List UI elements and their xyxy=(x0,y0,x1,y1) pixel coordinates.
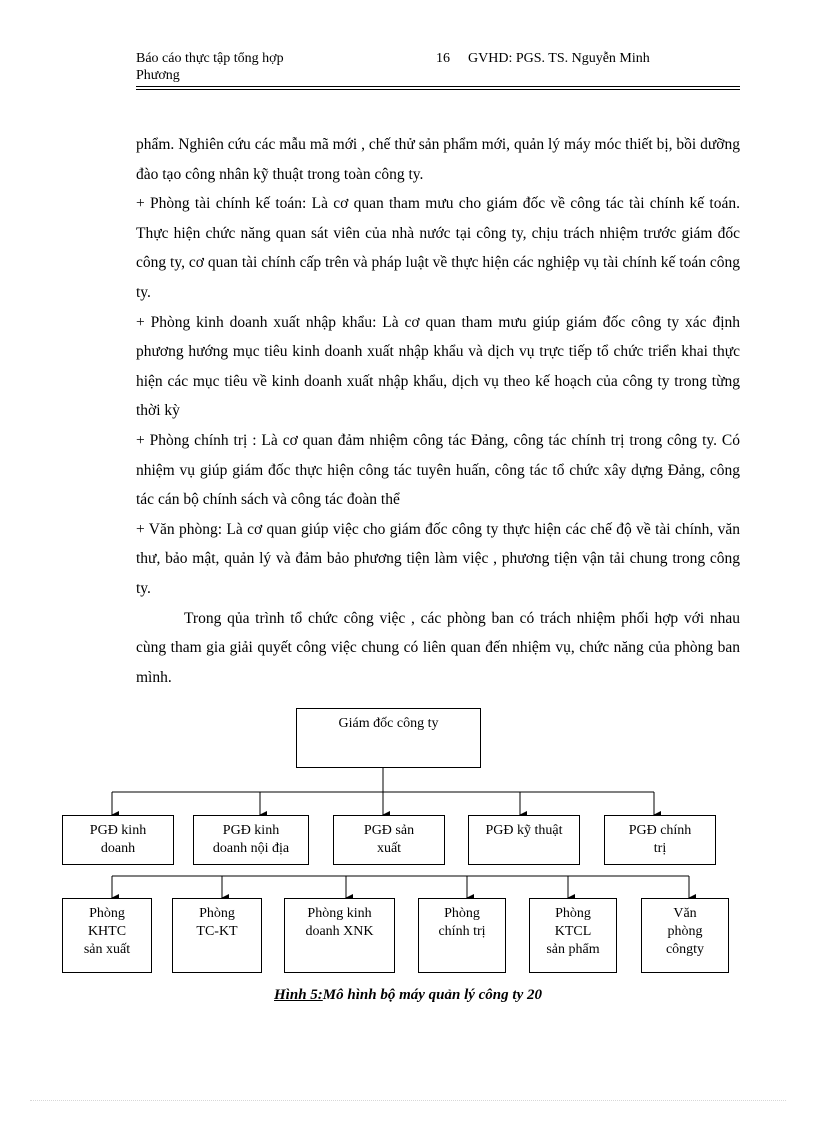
header-page-number: 16 xyxy=(436,51,450,66)
org-node-deputy-domestic: PGĐ kinh doanh nội địa xyxy=(193,815,309,865)
org-node-office: Văn phòng côngty xyxy=(641,898,729,973)
header-report-title: Báo cáo thực tập tổng hợp Phương xyxy=(136,51,284,83)
org-node-dept-politics: Phòng chính trị xyxy=(418,898,506,973)
paragraph: + Văn phòng: Là cơ quan giúp việc cho giám đốc công ty thực hiện các chế độ về tài chính, văn thư, bảo mật, quản lý và đảm bảo phương tiện làm việc , phương tiện vận tải chung trong công ty. xyxy=(136,520,740,597)
org-node-dept-tckt: Phòng TC-KT xyxy=(172,898,262,973)
figure-caption xyxy=(0,987,816,1004)
header-advisor: GVHD: PGS. TS. Nguyễn Minh xyxy=(468,51,650,66)
org-node-deputy-production: PGĐ sản xuất xyxy=(333,815,445,865)
paragraph: + Phòng tài chính kế toán: Là cơ quan tham mưu cho giám đốc về công tác tài chính kế toán. Thực hiện chức năng quan sát viên của nhà nước tại công ty, chịu trách nhiệm trước giám đốc công ty, cơ quan tài chính cấp trên và pháp luật về thực hiện các nghiệp vụ tài chính kế toán công ty. xyxy=(136,195,740,301)
org-node-deputy-politics: PGĐ chính trị xyxy=(604,815,716,865)
org-node-dept-xnk: Phòng kinh doanh XNK xyxy=(284,898,395,973)
figure-caption-text: Mô hình bộ máy quản lý công ty 20 xyxy=(322,987,542,1003)
paragraph: + Phòng chính trị : Là cơ quan đảm nhiệm công tác Đảng, công tác chính trị trong công ty. Có nhiệm vụ giúp giám đốc thực hiện công tác tuyên huấn, công tác tổ chức xây dựng Đảng, công tác cán bộ chính sách và công tác đoàn thể xyxy=(136,431,740,509)
org-node-dept-khtc: Phòng KHTC sản xuất xyxy=(62,898,152,973)
org-node-deputy-sales: PGĐ kinh doanh xyxy=(62,815,174,865)
paragraph: phẩm. Nghiên cứu các mẫu mã mới , chế thử sản phẩm mới, quản lý máy móc thiết bị, bồi dưỡng đào tạo công nhân kỹ thuật trong toàn công ty. xyxy=(136,136,740,183)
org-node-director: Giám đốc công ty xyxy=(296,708,481,768)
org-node-deputy-technical: PGĐ kỹ thuật xyxy=(468,815,580,865)
paragraph: Trong qủa trình tổ chức công việc , các phòng ban có trách nhiệm phối hợp với nhau cùng tham gia giải quyết công việc chung có liên quan đến nhiệm vụ, chức năng của phòng ban mình. xyxy=(136,609,740,686)
footer-rule xyxy=(30,1100,786,1101)
figure-caption-label: Hình 5: xyxy=(274,987,323,1003)
paragraph: + Phòng kinh doanh xuất nhập khẩu: Là cơ quan tham mưu giúp giám đốc công ty xác định phương hướng mục tiêu kinh doanh xuất nhập khẩu và dịch vụ trực tiếp tổ chức triển khai thực hiện các mục tiêu về kinh doanh xuất nhập khẩu, dịch vụ theo kế hoạch của công ty trong từng thời kỳ xyxy=(136,313,740,420)
org-node-dept-ktcl: Phòng KTCL sản phẩm xyxy=(529,898,617,973)
